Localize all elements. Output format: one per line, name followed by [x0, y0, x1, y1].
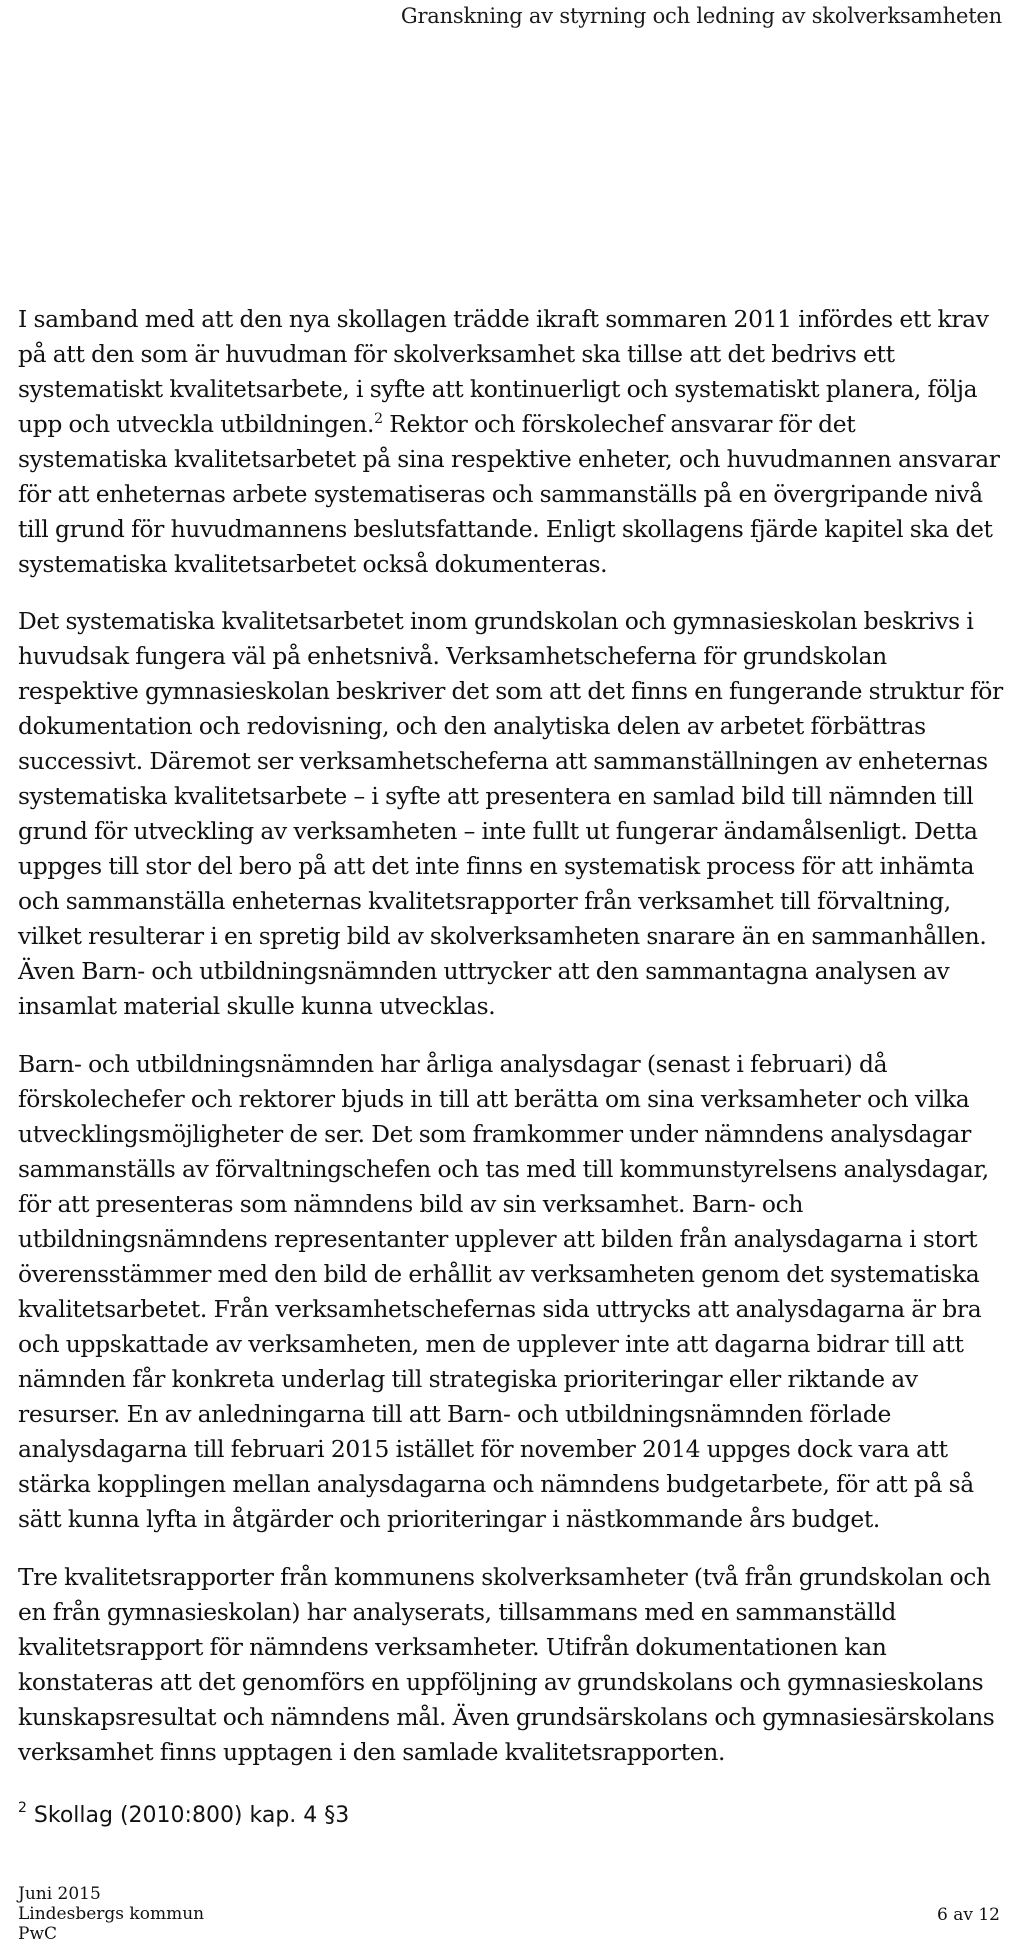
page-footer [18, 1884, 204, 1944]
footer-date: Juni 2015 [18, 1884, 101, 1904]
paragraph-1 [18, 302, 1011, 582]
footnote-text: Skollag (2010:800) kap. 4 §3 [26, 1803, 350, 1828]
footnote-number: 2 [18, 1800, 27, 1816]
footer-company: PwC [18, 1924, 57, 1944]
paragraph-3: Barn- och utbildningsnämnden har årliga analysdagar (senast i februari) då förskolechefer och rektorer bjuds in till att berätta om sina verksamheter och vilka utvecklingsmöjligheter de ser. Det som framkommer under nämndens analysdagar sammanställs av förvaltningschefen och tas med till kommunstyrelsens analysdagar, för att presenteras som nämndens bild av sin verksamhet. Barn- och utbildningsnämndens representanter upplever att bilden från analysdagarna i stort överensstämmer med den bild de erhållit av verksamheten genom det systematiska kvalitetsarbetet. Från verksamhetschefernas sida uttrycks att analysdagarna är bra och uppskattade av verksamheten, men de upplever inte att dagarna bidrar till att nämnden får konkreta underlag till strategiska prioriteringar eller riktande av resurser. En av anledningarna till att Barn- och utbildningsnämnden förlade analysdagarna till februari 2015 istället för november 2014 uppges dock vara att stärka kopplingen mellan analysdagarna och nämndens budgetarbete, för att på så sätt kunna lyfta in åtgärder och prioriteringar i nästkommande års budget. [18, 1050, 989, 1533]
paragraph-1-text-a: I samband med att den nya skollagen trädde ikraft sommaren 2011 infördes ett krav på att den som är huvudman för skolverksamhet ska tillse att det bedrivs ett systematiskt kvalitetsarbete, i syfte att kontinuerligt och systematiskt planera, följa upp och utveckla utbildningen. [18, 305, 989, 438]
footer-organization: Lindesbergs kommun [18, 1904, 205, 1924]
footnote-reference: 2 [374, 411, 383, 427]
page-number: 6 av 12 [937, 1905, 1000, 1925]
paragraph-1-text-b: Rektor och förskolechef ansvarar för det systematiska kvalitetsarbetet på sina respektive enheter, och huvudmannen ansvarar för att enheternas arbete systematiseras och sammanställs på en övergripande nivå till grund för huvudmannens beslutsfattande. Enligt skollagens fjärde kapitel ska det systematiska kvalitetsarbetet också dokumenteras. [18, 410, 1000, 578]
footnote [18, 1800, 350, 1828]
body-text [18, 302, 1011, 1793]
paragraph-4: Tre kvalitetsrapporter från kommunens skolverksamheter (två från grundskolan och en från gymnasieskolan) har analyserats, tillsammans med en sammanställd kvalitetsrapport för nämndens verksamheter. Utifrån dokumentationen kan konstateras att det genomförs en uppföljning av grundskolans och gymnasieskolans kunskapsresultat och nämndens mål. Även grundsärskolans och gymnasiesärskolans verksamhet finns upptagen i den samlade kvalitetsrapporten. [18, 1563, 995, 1766]
paragraph-2: Det systematiska kvalitetsarbetet inom grundskolan och gymnasieskolan beskrivs i huvudsak fungera väl på enhetsnivå. Verksamhetscheferna för grundskolan respektive gymnasieskolan beskriver det som att det finns en fungerande struktur för dokumentation och redovisning, och den analytiska delen av arbetet förbättras successivt. Däremot ser verksamhetscheferna att sammanställningen av enheternas systematiska kvalitetsarbete – i syfte att presentera en samlad bild till nämnden till grund för utveckling av verksamheten – inte fullt ut fungerar ändamålsenligt. Detta uppges till stor del bero på att det inte finns en systematisk process för att inhämta och sammanställa enheternas kvalitetsrapporter från verksamhet till förvaltning, vilket resulterar i en spretig bild av skolverksamheten snarare än en sammanhållen. Även Barn- och utbildningsnämnden uttrycker att den sammantagna analysen av insamlat material skulle kunna utvecklas. [18, 607, 1003, 1020]
running-header: Granskning av styrning och ledning av skolverksamheten [400, 4, 1002, 28]
